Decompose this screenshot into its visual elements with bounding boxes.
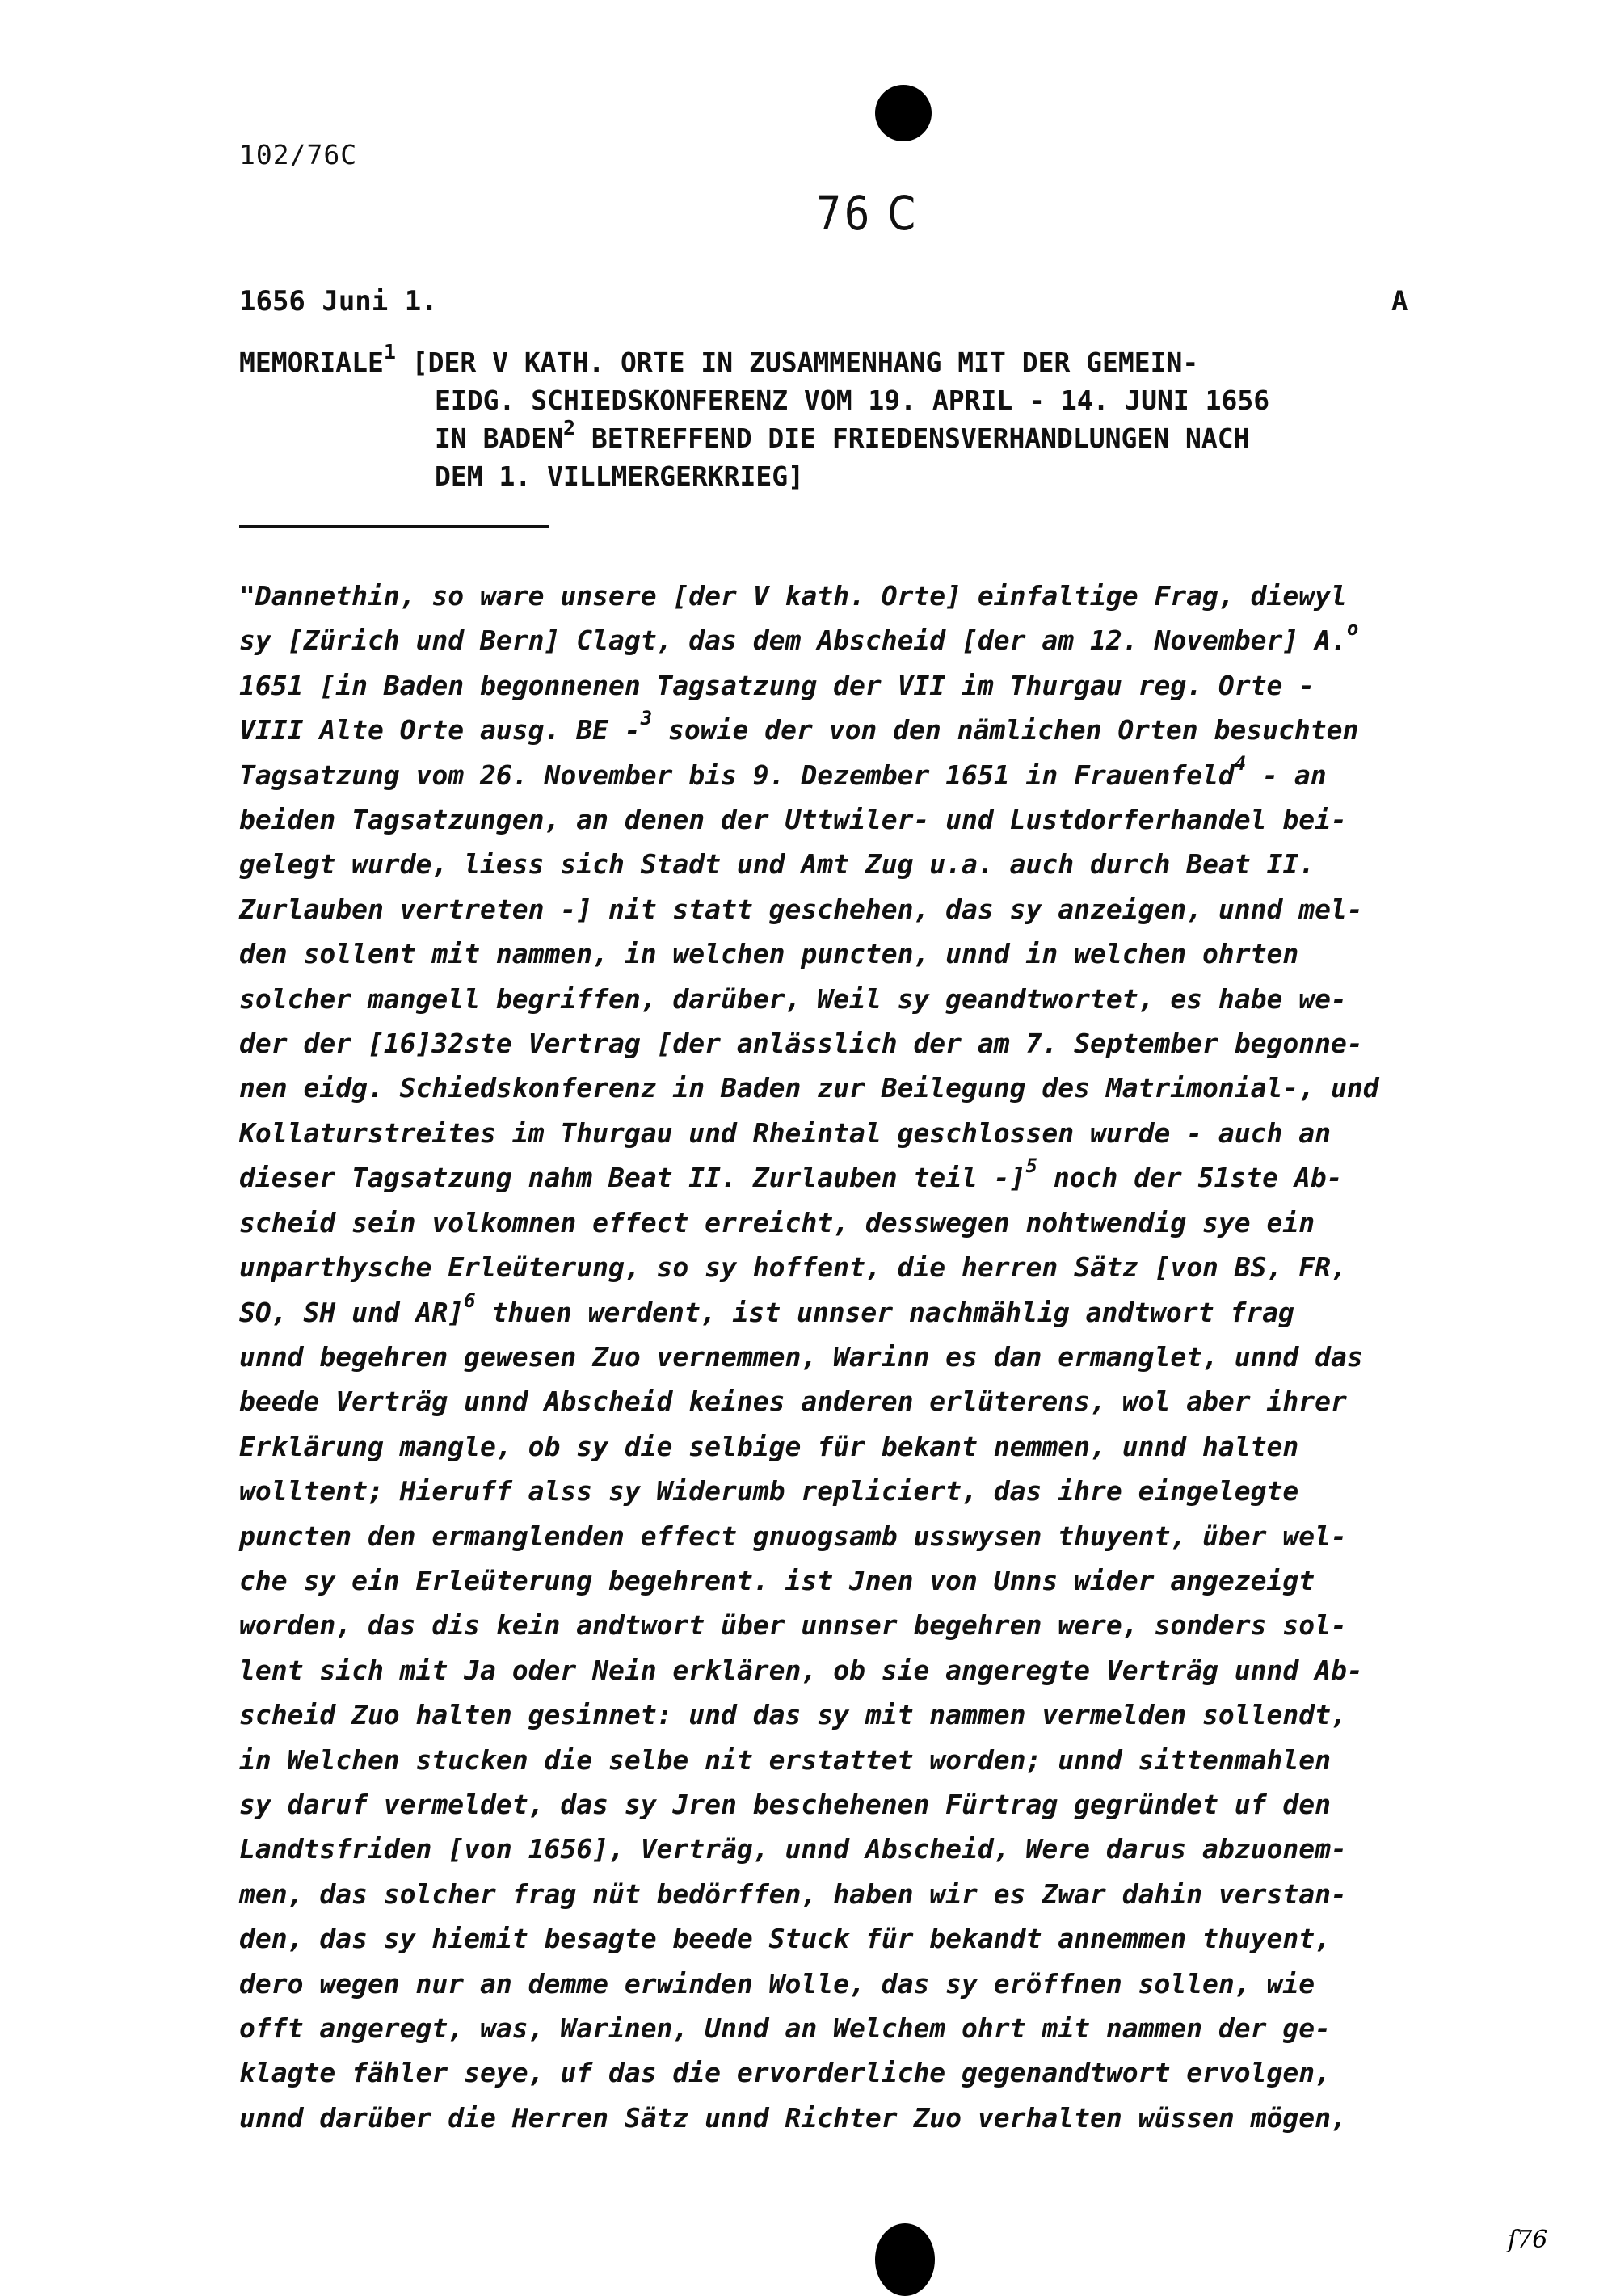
text-line: "Dannethin, so ware unsere [der V kath. Orte] einfaltige Frag, diewyl	[239, 580, 1347, 612]
footnote-marker: 1	[383, 340, 396, 364]
text-line: in Welchen stucken die selbe nit erstattet worden; unnd sittenmahlen	[239, 1743, 1332, 1776]
text-line: dieser Tagsatzung nahm Beat II. Zurlauben teil -]$^5$ noch der 51ste Ab-	[239, 1154, 1343, 1194]
text-line: solcher mangell begriffen, darüber, Weil sy geandtwortet, es habe we-	[239, 982, 1347, 1015]
text-line: klagte fähler seye, uf das die ervorderliche gegenandtwort ervolgen,	[239, 2057, 1332, 2089]
text-line: sy [Zürich und Bern] Clagt, das dem Abscheid [der am 12. November] A.$^o$	[239, 617, 1359, 657]
text-line: beiden Tagsatzungen, an denen der Uttwiler- und Lustdorferhandel bei-	[239, 804, 1347, 836]
text-line: nen eidg. Schiedskonferenz in Baden zur Beilegung des Matrimonial-, und	[239, 1072, 1379, 1104]
footnote-marker: 5	[1025, 1154, 1037, 1178]
footnote-marker: 3	[640, 707, 653, 730]
text-line: offt angeregt, was, Warinen, Unnd an Welchem ohrt mit nammen der ge-	[239, 2012, 1332, 2044]
text-line: Kollaturstreites im Thurgau und Rheintal geschlossen wurde - auch an	[239, 1116, 1332, 1149]
footnote-marker: 2	[562, 416, 576, 439]
text-line: wolltent; Hieruff alss sy Widerumb repliciert, das ihre eingelegte	[239, 1475, 1299, 1508]
text-line: scheid Zuo halten gesinnet: und das sy mit nammen vermelden sollendt,	[239, 1699, 1347, 1731]
text-line: beede Verträg unnd Abscheid keines anderen erlüterens, wol aber ihrer	[239, 1386, 1347, 1418]
section-number: 76 C	[816, 186, 919, 241]
footnote-marker: 4	[1234, 751, 1247, 775]
text-line: den sollent mit nammen, in welchen puncten, unnd in welchen ohrten	[239, 938, 1299, 970]
text-line: 1651 [in Baden begonnenen Tagsatzung der VII im Thurgau reg. Orte -	[239, 669, 1315, 701]
text-line: Landtsfriden [von 1656], Verträg, unnd Abscheid, Were darus abzuonem-	[239, 1833, 1347, 1865]
text-line: men, das solcher frag nüt bedörffen, haben wir es Zwar dahin verstan-	[239, 1878, 1347, 1910]
text-line: unparthysche Erleüterung, so sy hoffent, die herren Sätz [von BS, FR,	[239, 1251, 1347, 1284]
text-line: unnd darüber die Herren Sätz unnd Richter Zuo verhalten wüssen mögen,	[239, 2101, 1347, 2134]
text-line: puncten den ermanglenden effect gnuogsamb usswysen thuyent, über wel-	[239, 1520, 1347, 1552]
superscript: o	[1346, 617, 1359, 641]
text-line: der der [16]32ste Vertrag [der anlässlich der am 7. September begonne-	[239, 1028, 1363, 1060]
text-line: den, das sy hiemit besagte beede Stuck für bekandt annemmen thuyent,	[239, 1923, 1332, 1955]
document-heading	[239, 340, 1467, 495]
text-line: worden, das dis kein andtwort über unnser begehren were, sonders sol-	[239, 1609, 1347, 1642]
text-line: gelegt wurde, liess sich Stadt und Amt Zug u.a. auch durch Beat II.	[239, 848, 1315, 881]
text-line: sy daruf vermeldet, das sy Jren beschehenen Fürtrag gegründet uf den	[239, 1788, 1332, 1820]
text-line: dero wegen nur an demme erwinden Wolle, das sy eröffnen sollen, wie	[239, 1967, 1315, 2000]
heading-line: EIDG. SCHIEDSKONFERENZ VOM 19. APRIL - 14. JUNI 1656	[435, 385, 1270, 416]
text-line: VIII Alte Orte ausg. BE -$^3$ sowie der von den nämlichen Orten besuchten	[239, 707, 1359, 746]
text-line: Tagsatzung vom 26. November bis 9. Dezember 1651 in Frauenfeld$^4$ - an	[239, 751, 1327, 791]
heading-line: IN BADEN$^2$ BETREFFEND DIE FRIEDENSVERHANDLUNGEN NACH	[435, 416, 1250, 454]
text-line: Erklärung mangle, ob sy die selbige für bekant nemmen, unnd halten	[239, 1430, 1299, 1462]
text-line: Zurlauben vertreten -] nit statt geschehen, das sy anzeigen, unnd mel-	[239, 893, 1363, 925]
document-letter: A	[1391, 285, 1408, 317]
text-line: scheid sein volkomnen effect erreicht, desswegen nohtwendig sye ein	[239, 1206, 1315, 1238]
heading-line: MEMORIALE$^1$ [DER V KATH. ORTE IN ZUSAMMENHANG MIT DER GEMEIN-	[239, 340, 1199, 378]
heading-line: DEM 1. VILLMERGERKRIEG]	[435, 460, 804, 492]
handwritten-page-note: ſ76	[1508, 2226, 1548, 2254]
document-reference: 102/76C	[239, 139, 358, 170]
punch-hole-bottom	[875, 2223, 935, 2296]
text-line: lent sich mit Ja oder Nein erklären, ob sie angeregte Verträg unnd Ab-	[239, 1654, 1363, 1686]
footnote-marker: 6	[464, 1289, 476, 1312]
text-line: che sy ein Erleüterung begehrent. ist Jnen von Unns wider angezeigt	[239, 1564, 1315, 1596]
document-date: 1656 Juni 1.	[239, 285, 438, 317]
heading-divider	[239, 525, 549, 528]
body-text	[239, 574, 1500, 2140]
punch-hole-top	[875, 85, 932, 141]
text-line: SO, SH und AR]$^6$ thuen werdent, ist unnser nachmählig andtwort frag	[239, 1289, 1294, 1328]
text-line: unnd begehren gewesen Zuo vernemmen, Warinn es dan ermanglet, unnd das	[239, 1340, 1363, 1373]
person-name: Beat II.	[1186, 848, 1315, 881]
